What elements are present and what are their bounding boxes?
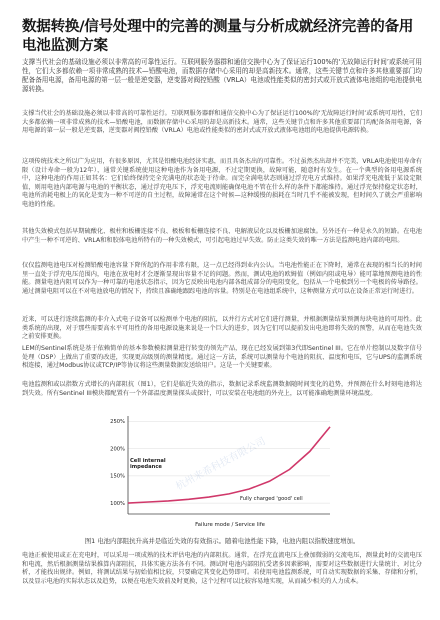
paragraph-9: 电池正被使用或正在充电时，可以采用一项成熟的技术评估电池的内部阻抗。通常，在浮充直流电压上叠加微弱的交流电压，测量此时的交流电压和电流，然后根据测量结果推算内部阻抗，具体实施方法各有不同。测试时电池内部阻抗受诸多因素影响，需要对这些数据进行大量统计、对比分析，才能找出规律。例如，将测试结果与初始值相比较，只要确定其变化趋势即可。若使用电池监测系统，可自动实现数据的采集、存储和分析，以及显示电池的实际状态以及趋势，以便在电池失效前及时更换，这个过程可以比较容易地实现，从而减少相关的人力成本。 xyxy=(22,552,422,585)
paragraph-8: 电池监测和或以指数方式增长的内部阻抗（图1），它们是临近失效的指示，数据记录系统监测数据随时间变化的趋势，并预测在什么时刻电池将达到失效。所有Sentinel III模块都配置有一个外部温度测量探头或探针，可以安装在电池组的外壳上，以可能准确地测量环境温度。 xyxy=(22,381,422,397)
y-tick-label: 250% xyxy=(110,419,125,426)
paragraph-1: 支撑当代社会的基础设施必须以非常高的可靠性运行。互联网服务器群和通信交换中心为了保证运行100%的‘无故障运行时间’或系统可用性，它们大多都依赖一项非常成熟的技术—铅酸电池，而数据存储中心采用的却是高新技术。通常，这些关键节点和许多其他重要部门均配备备用电源，备用电源的第一层一般是逆变器，逆变器对阀控铅酸（VRLA）电池或性能类似的密封式或开放式液体电池组的电池提供电源转换。 xyxy=(22,58,422,93)
paragraph-4: 其他失效模式包括早期硫酸化、极柱和板栅连接不良、极板和板栅连接不良、电解液层化以及板栅加速腐蚀。另外还有一种是永久的短路。在电池中产生一种不可逆的、VRLA和和胶体电池所特有的一种失效模式，可引起电池过早失效。防止这类失效的唯一方法是监测电池内部的电阻。 xyxy=(22,228,422,244)
paragraph-2: 支撑当代社会的基础设施必须以非常高的可靠性运行。互联网服务器群和通信交换中心为了保证运行100%的‘无故障运行时间’或系统可用性，它们大多都依赖一项非常成熟的技术—铅酸电池，而数据存储中心采用的却是高新技术。通常，这些关键节点和许多其他重要部门均配备备用电源，备用电源的第一层一般是逆变器，逆变器对阀控铅酸（VRLA）电池或性能类似的密封式或开放式液体电池组的电池提供电源转换。 xyxy=(22,110,422,135)
chart-background xyxy=(90,406,340,534)
document-title: 数据转换/信号处理中的完善的测量与分析成就经济完善的备用电池监测方案 xyxy=(22,19,414,54)
paragraph-5: 仅仅监测电池电压对检测铅酸电池容量下降所起的作用非常有限，这一点已经得到业内公认。当电池性能正在下降时，通常在表现的相当长的时间里一直处于浮充电压范围内，电池在放电时才会逐渐显现出容量不足的问题。然而，测试电池的欧姆值（例如内阻或电导）能可靠地预测电池的性能。测量电池内阻可以作为一种可靠的电池状态指示，因为它反映出电池内部各组成部分的电阻变化，包括从一个电极到另一个电极的传导路径。通过测量电阻可以在不对电池放电的情况下，持续且准确地跟踪电池的容量。特别是在电池组系统中，这种测量方式可以在设备正常运行时进行。 xyxy=(22,262,422,295)
x-axis-label: Failure mode / Service life xyxy=(195,522,265,528)
annotation-label: Fully charged 'good' cell xyxy=(240,496,303,502)
paragraph-6: 近来，可以进行连续监测的非介入式电子设备可以检测单个电池的阻抗，以并行方式对它们进行测量，并根据测量结果预测每块电池的可用性。此类系统的出现，对于那些需要高水平可用性的备用电源设施来说是一个巨大的进步，因为它们可以提前发出电池即将失效的预警，从而在电池失效之前安排更换。 xyxy=(22,316,422,341)
impedance-chart xyxy=(90,406,340,534)
watermark: 杭州来希科技有限公司 xyxy=(174,435,268,493)
y-tick-label: 150% xyxy=(110,473,125,480)
y-axis-label: Cell internal impedance xyxy=(130,458,166,470)
y-tick-label: 200% xyxy=(110,446,125,453)
paragraph-3: 这项传统技术之所以广为应用，有很多原因，尤其是铅酸电池经济实惠，而且具备杰出的可靠性。不过虽然杰出却并不完美，VRLA电池使用寿命有限（设计寿命一般为12年），通常关键系统使用这种电池作为备用电源，不过定期更换，故障可能，随意时有发生。在一个典型的备用电源系统中，这种电池的作用正如其名：它们始终保持完全充满电的状态处于待命。而完全满电状态则通过浮充电方式维持。如果浮充电流低于某设定限值，则用电池内部电源与电池的平衡状态，通过浮充电压下，浮充电流则能确保电池不管在什么样的条件下都能维持。通过浮充保持稳定状态时，电池所消耗电极上的氧化是变为一种不可逆的自主过程，故障通常在这个时候—这种缓慢的损耗在当时几乎不能被发现，但时间久了就会严重影响电池的性能。 xyxy=(22,158,422,208)
y-tick-label: 100% xyxy=(110,500,125,507)
figure-caption: 图1 电池内部阻抗升高并是临近失效的有效指示。随着电池性能下降，电池内阻以指数速度增加。 xyxy=(84,537,360,545)
paragraph-7: LEM的Sentinel系统是基于依赖简单的基本参数模拟测量进行转变的领先产品，现在已经发展到第3代即Sentinel III。它在单片控制以及数字信号处理（DSP）上做出了重要的改进，实现更高级别的测量精度。通过这一方法，系统可以测量每个电池的阻抗、温度和电压，它与UPS的监测系统相连接，通过Modbus协议或TCP/IP等协议将这些测量数据发送给用户。这是一个关键要素。 xyxy=(22,345,422,370)
